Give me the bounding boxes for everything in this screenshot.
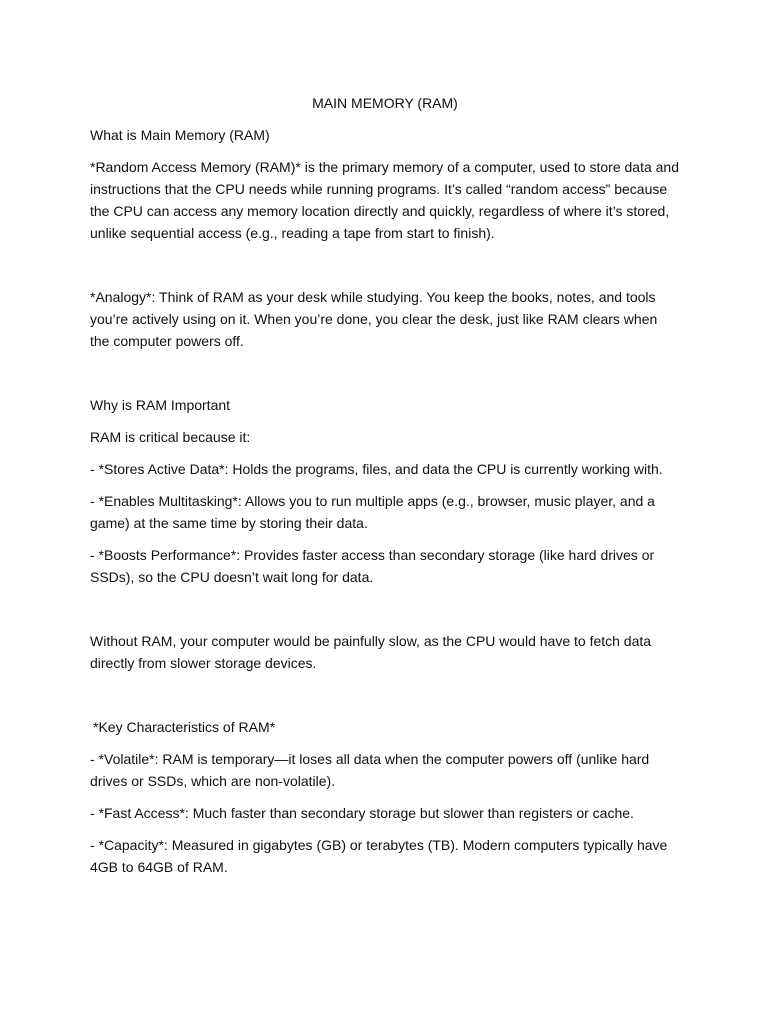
spacer — [90, 684, 680, 716]
list-item-boosts-performance: - *Boosts Performance*: Provides faster access than secondary storage (like hard drives or SSDs), so the CPU doesn’t wait long for data. — [90, 547, 655, 585]
paragraph-ram-definition: *Random Access Memory (RAM)* is the primary memory of a computer, used to store data and instructions that the CPU needs while running programs. It’s called “random access” because the CPU can access any memory location directly and quickly, regardless of where it’s stored, unlike sequential access (e.g., reading a tape from start to finish). — [90, 159, 680, 241]
list-item-enables-multitasking: - *Enables Multitasking*: Allows you to run multiple apps (e.g., browser, music player, and a game) at the same time by storing their data. — [90, 493, 655, 531]
list-item-volatile: - *Volatile*: RAM is temporary—it loses all data when the computer powers off (unlike hard drives or SSDs, which are non-volatile). — [90, 751, 650, 789]
paragraph-without-ram: Without RAM, your computer would be painfully slow, as the CPU would have to fetch data directly from slower storage devices. — [90, 633, 652, 671]
spacer — [90, 254, 680, 286]
document-title: MAIN MEMORY (RAM) — [312, 95, 458, 111]
section-heading-key-characteristics: *Key Characteristics of RAM* — [93, 719, 276, 735]
paragraph-importance-intro: RAM is critical because it: — [90, 429, 251, 445]
list-item-capacity: - *Capacity*: Measured in gigabytes (GB) or terabytes (TB). Modern computers typically have 4GB to 64GB of RAM. — [90, 837, 668, 875]
spacer — [90, 598, 680, 630]
section-heading-why-ram-important: Why is RAM Important — [90, 397, 231, 413]
list-item-fast-access: - *Fast Access*: Much faster than secondary storage but slower than registers or cache. — [90, 805, 634, 821]
spacer — [90, 362, 680, 394]
paragraph-analogy: *Analogy*: Think of RAM as your desk while studying. You keep the books, notes, and tools you’re actively using on it. When you’re done, you clear the desk, just like RAM clears when the computer powers off. — [90, 289, 658, 349]
section-heading-what-is-ram: What is Main Memory (RAM) — [90, 127, 270, 143]
document-body — [90, 92, 680, 888]
list-item-stores-active-data: - *Stores Active Data*: Holds the programs, files, and data the CPU is currently working with. — [90, 461, 663, 477]
